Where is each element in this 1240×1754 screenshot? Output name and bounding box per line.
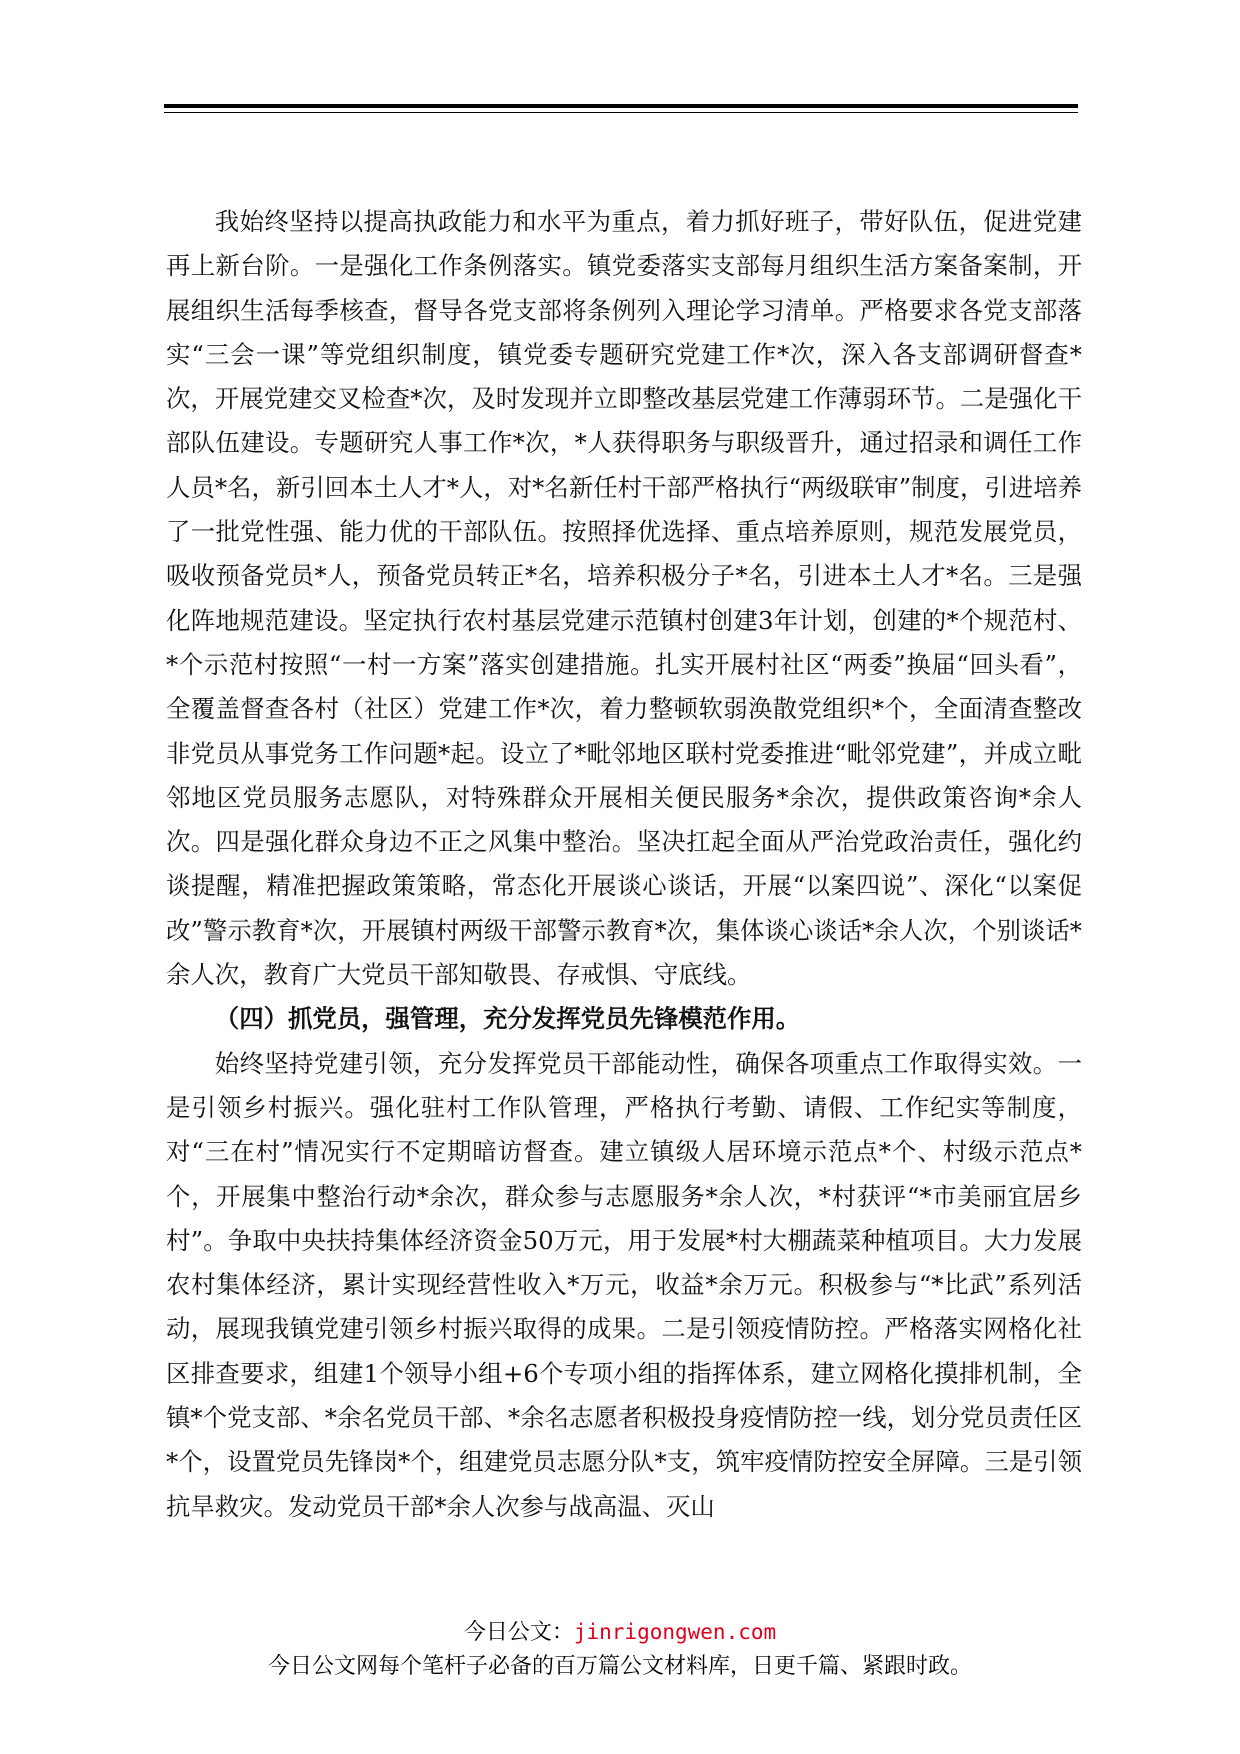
- footer-site-link[interactable]: jinrigongwen.com: [573, 1620, 777, 1644]
- section-heading: （四）抓党员，强管理，充分发挥党员先锋模范作用。: [214, 1004, 801, 1034]
- footer-site: [0, 1617, 1240, 1648]
- paragraph-party-building: 我始终坚持以提高执政能力和水平为重点，着力抓好班子，带好队伍，促进党建再上新台阶。一是强化工作条例落实。镇党委落实支部每月组织生活方案备案制，开展组织生活每季核查，督导各党支部将条例列入理论学习清单。严格要求各党支部落实“三会一课”等党组织制度，镇党委专题研究党建工作*次，深入各支部调研督查*次，开展党建交叉检查*次，及时发现并立即整改基层党建工作薄弱环节。二是强化干部队伍建设。专题研究人事工作*次，*人获得职务与职级晋升，通过招录和调任工作人员*名，新引回本土人才*人，对*名新任村干部严格执行“两级联审”制度，引进培养了一批党性强、能力优的干部队伍。按照择优选择、重点培养原则，规范发展党员，吸收预备党员*人，预备党员转正*名，培养积极分子*名，引进本土人才*名。三是强化阵地规范建设。坚定执行农村基层党建示范镇村创建3年计划，创建的*个规范村、*个示范村按照“一村一方案”落实创建措施。扎实开展村社区“两委”换届“回头看”，全覆盖督查各村（社区）党建工作*次，着力整顿软弱涣散党组织*个，全面清查整改非党员从事党务工作问题*起。设立了*毗邻地区联村党委推进“毗邻党建”，并成立毗邻地区党员服务志愿队，对特殊群众开展相关便民服务*余次，提供政策咨询*余人次。四是强化群众身边不正之风集中整治。坚决扛起全面从严治党政治责任，强化约谈提醒，精准把握政策策略，常态化开展谈心谈话，开展“以案四说”、深化“以案促改”警示教育*次，开展镇村两级干部警示教育*次，集体谈心谈话*余人次，个别谈话*余人次，教育广大党员干部知敬畏、存戒惧、守底线。: [166, 207, 1082, 990]
- header-rule-thick: [164, 104, 1078, 108]
- header-rule-thin: [164, 112, 1078, 113]
- footer-slogan: 今日公文网每个笔杆子必备的百万篇公文材料库，日更千篇、紧跟时政。: [267, 1654, 972, 1679]
- footer-site-label: 今日公文：: [463, 1620, 574, 1645]
- document-body: [166, 200, 1082, 1529]
- paragraph-party-members: 始终坚持党建引领，充分发挥党员干部能动性，确保各项重点工作取得实效。一是引领乡村振兴。强化驻村工作队管理，严格执行考勤、请假、工作纪实等制度，对“三在村”情况实行不定期暗访督查。建立镇级人居环境示范点*个、村级示范点*个，开展集中整治行动*余次，群众参与志愿服务*余人次，*村获评“*市美丽宜居乡村”。争取中央扶持集体经济资金50万元，用于发展*村大棚蔬菜种植项目。大力发展农村集体经济，累计实现经营性收入*万元，收益*余万元。积极参与“*比武”系列活动，展现我镇党建引领乡村振兴取得的成果。二是引领疫情防控。严格落实网格化社区排查要求，组建1个领导小组+6个专项小组的指挥体系，建立网格化摸排机制，全镇*个党支部、*余名党员干部、*余名志愿者积极投身疫情防控一线，划分党员责任区*个，设置党员先锋岗*个，组建党员志愿分队*支，筑牢疫情防控安全屏障。三是引领抗旱救灾。发动党员干部*余人次参与战高温、灭山: [166, 1048, 1082, 1521]
